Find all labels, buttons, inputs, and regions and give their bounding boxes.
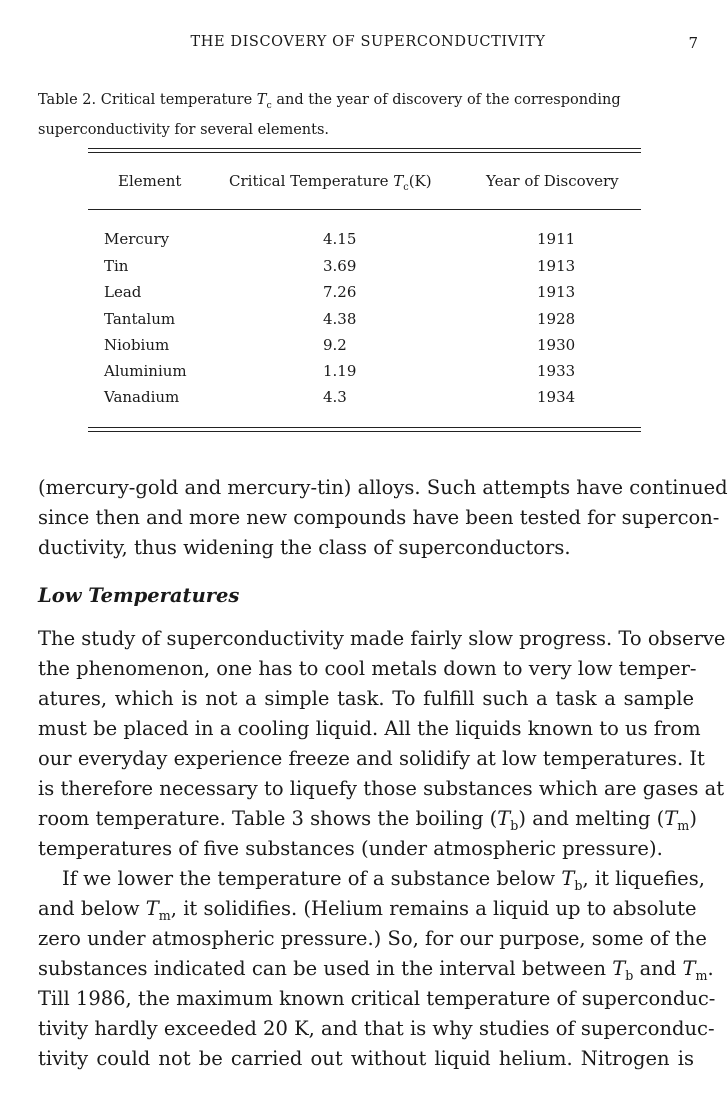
text-line: must be placed in a cooling liquid. All the liquids known to us from [38,717,701,740]
column-header-element: Element [118,172,182,190]
running-head [38,34,698,56]
running-title: THE DISCOVERY OF SUPERCONDUCTIVITY [190,34,546,50]
caption-text: and the year of discovery of the corresponding [271,92,621,108]
text-line: the phenomenon, one has to cool metals down to very low temper- [38,657,697,680]
critical-temperature-value: 4.38 [323,310,357,328]
element-name: Aluminium [104,362,187,380]
discovery-year: 1913 [537,283,576,301]
caption-text: Table 2. Critical temperature [38,92,257,108]
text-line: tivity hardly exceeded 20 K, and that is why studies of superconduc- [38,1017,715,1040]
element-name: Tantalum [104,310,176,328]
text-line: ductivity, thus widening the class of superconductors. [38,536,571,559]
paragraph [38,624,726,864]
discovery-year: 1928 [537,310,576,328]
critical-temperature-value: 4.15 [323,230,357,248]
caption-text: superconductivity for several elements. [38,121,330,138]
text-line: our everyday experience freeze and solidify at low temperatures. It [38,747,705,770]
discovery-year: 1911 [537,230,576,248]
critical-temperature-value: 9.2 [323,336,347,354]
column-header-critical-temperature: Critical Temperature $T_c(K)$ [229,172,432,193]
text-line: tivity could not be carried out without liquid helium. Nitrogen is [38,1047,694,1070]
element-name: Vanadium [104,388,180,406]
paragraph [38,864,716,1074]
text-line: atures, which is not a simple task. To fulfill such a task a sample [38,687,694,710]
caption-symbol: T [256,92,267,108]
discovery-year: 1930 [537,336,576,354]
page-number: 7 [688,34,698,52]
text-line: The study of superconductivity made fairly slow progress. To observe [38,627,726,650]
text-line: temperatures of five substances (under atmospheric pressure). [38,837,663,860]
table-top-rule [88,152,641,153]
text-line: If we lower the temperature of a substance below $T_b$, it liquefies, [62,867,705,893]
critical-temperature-value: 3.69 [323,257,357,275]
text-line: is therefore necessary to liquefy those substances which are gases at [38,777,725,800]
element-name: Mercury [104,230,170,248]
discovery-year: 1913 [537,257,576,275]
critical-temperature-value: 7.26 [323,283,357,301]
section-title: Low Temperatures [38,584,240,607]
text-line: substances indicated can be used in the interval between $T_b$ and $T_m$. [38,957,714,983]
text-line: and below $T_m$, it solidifies. (Helium remains a liquid up to absolute [38,897,697,923]
text-line: Till 1986, the maximum known critical temperature of superconduc- [38,987,716,1010]
element-name: Tin [104,257,129,275]
critical-temperature-value: 4.3 [323,388,347,406]
text-line: (mercury-gold and mercury-tin) alloys. Such attempts have continued [38,476,728,499]
text-line: room temperature. Table 3 shows the boiling $(T_b)$ and melting $(T_m)$ [38,807,697,833]
element-name: Niobium [104,336,170,354]
text-line: since then and more new compounds have been tested for supercon- [38,506,720,529]
discovery-year: 1933 [537,362,576,380]
table-bottom-rule [88,431,641,432]
table-top-rule [88,148,641,149]
column-header-year: Year of Discovery [486,172,619,190]
discovery-year: 1934 [537,388,576,406]
caption-symbol-sub: c [266,99,272,111]
table-caption [38,88,698,142]
table-header-rule [88,209,641,210]
text-line: zero under atmospheric pressure.) So, for our purpose, some of the [38,927,707,950]
paragraph [38,473,728,563]
critical-temperature-value: 1.19 [323,362,357,380]
element-name: Lead [104,283,142,301]
table-bottom-rule [88,427,641,428]
